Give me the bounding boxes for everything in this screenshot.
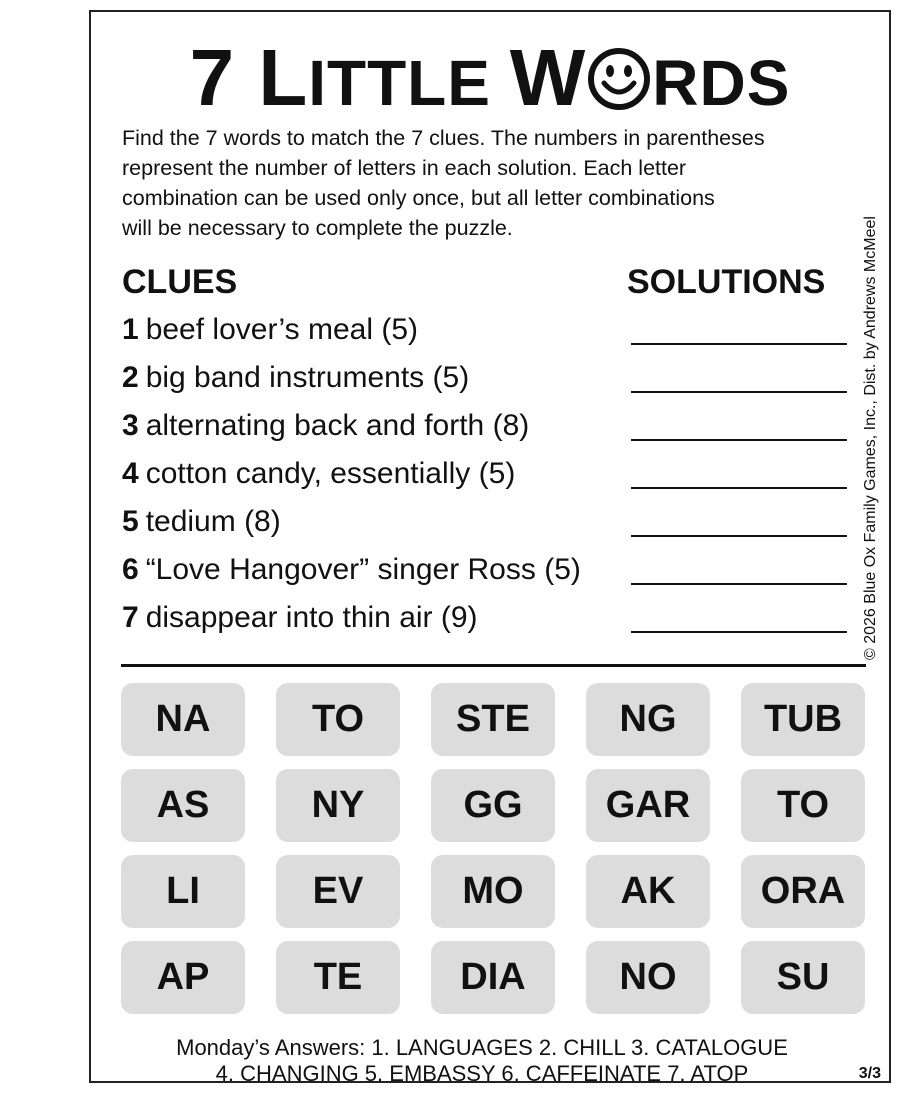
answers-line-1: Monday’s Answers: 1. LANGUAGES 2. CHILL 3. CATALOGUE: [176, 1035, 788, 1060]
letter-tile[interactable]: NY: [276, 769, 400, 842]
instructions-line: combination can be used only once, but all letter combinations: [122, 186, 715, 210]
solution-blank-7[interactable]: [631, 631, 847, 633]
clue-number: 6: [122, 553, 139, 586]
clue-6: [122, 550, 852, 590]
clue-number: 2: [122, 361, 139, 394]
letter-tile[interactable]: NO: [586, 941, 710, 1014]
title-W: W: [509, 33, 587, 122]
solution-blank-4[interactable]: [631, 487, 847, 489]
page-number: 3/3: [858, 1065, 881, 1082]
letter-tile[interactable]: NA: [121, 683, 245, 756]
clue-number: 7: [122, 601, 139, 634]
title-L: L: [258, 33, 309, 122]
clue-3: [122, 406, 852, 446]
letter-tile[interactable]: AK: [586, 855, 710, 928]
previous-answers: [111, 1035, 853, 1087]
section-divider: [121, 664, 866, 667]
letter-tile[interactable]: STE: [431, 683, 555, 756]
letter-tile[interactable]: TO: [741, 769, 865, 842]
letter-tile[interactable]: TUB: [741, 683, 865, 756]
letter-tile[interactable]: MO: [431, 855, 555, 928]
clue-text: alternating back and forth (8): [145, 409, 530, 442]
clue-5: [122, 502, 852, 542]
clue-7: [122, 598, 852, 638]
instructions-line: represent the number of letters in each solution. Each letter: [122, 156, 687, 180]
letter-tile[interactable]: AS: [121, 769, 245, 842]
clue-number: 1: [122, 313, 139, 346]
clue-text: big band instruments (5): [145, 361, 470, 394]
solution-blank-6[interactable]: [631, 583, 847, 585]
solutions-header: SOLUTIONS: [627, 263, 826, 301]
title-number: 7: [189, 33, 259, 122]
instructions-line: Find the 7 words to match the 7 clues. The numbers in parentheses: [122, 126, 765, 150]
clue-text: “Love Hangover” singer Ross (5): [145, 553, 581, 586]
clue-text: cotton candy, essentially (5): [145, 457, 516, 490]
letter-tile[interactable]: NG: [586, 683, 710, 756]
smiley-face-icon: [587, 44, 651, 108]
letter-tile[interactable]: ORA: [741, 855, 865, 928]
clue-number: 4: [122, 457, 139, 490]
solution-blank-3[interactable]: [631, 439, 847, 441]
title-ittle: ITTLE: [308, 47, 510, 119]
letter-tile[interactable]: EV: [276, 855, 400, 928]
clue-text: tedium (8): [145, 505, 281, 538]
solution-blank-5[interactable]: [631, 535, 847, 537]
clues-header: CLUES: [122, 263, 238, 301]
solution-blank-2[interactable]: [631, 391, 847, 393]
title-rds: RDS: [652, 47, 791, 119]
answers-line-2: 4. CHANGING 5. EMBASSY 6. CAFFEINATE 7. ATOP: [215, 1061, 749, 1086]
instructions: [122, 123, 867, 243]
clue-1: [122, 310, 852, 350]
letter-tile[interactable]: DIA: [431, 941, 555, 1014]
copyright-notice: © 2026 Blue Ox Family Games, Inc., Dist. by Andrews McMeel: [862, 216, 879, 660]
letter-tile[interactable]: LI: [121, 855, 245, 928]
letter-tile[interactable]: AP: [121, 941, 245, 1014]
puzzle-frame: [89, 10, 891, 1086]
clue-number: 3: [122, 409, 139, 442]
clue-4: [122, 454, 852, 494]
clue-number: 5: [122, 505, 139, 538]
letter-tile[interactable]: SU: [741, 941, 865, 1014]
clue-text: disappear into thin air (9): [145, 601, 478, 634]
clue-text: beef lover’s meal (5): [145, 313, 419, 346]
letter-tile[interactable]: GG: [431, 769, 555, 842]
letter-tile[interactable]: GAR: [586, 769, 710, 842]
instructions-line: will be necessary to complete the puzzle.: [122, 216, 513, 240]
puzzle-title: [91, 33, 889, 123]
letter-tile[interactable]: TE: [276, 941, 400, 1014]
letter-tile[interactable]: TO: [276, 683, 400, 756]
solution-blank-1[interactable]: [631, 343, 847, 345]
clue-2: [122, 358, 852, 398]
